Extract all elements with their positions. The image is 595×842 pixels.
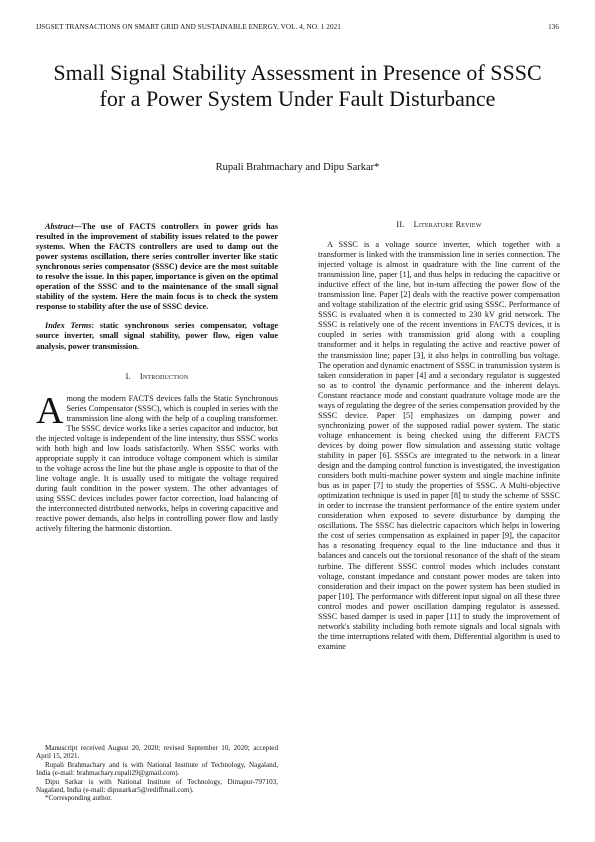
right-column [318, 220, 560, 652]
paper-title: Small Signal Stability Assessment in Presence of SSSC for a Power System Under Fault Disturbance [53, 60, 542, 111]
literature-review-heading [318, 220, 560, 230]
page-number: 136 [548, 23, 559, 31]
abstract [36, 222, 278, 312]
introduction-heading [36, 372, 278, 382]
footnotes [36, 744, 278, 803]
footnote-received: Manuscript received August 20, 2020; revised September 10, 2020; accepted April 15, 2021. [36, 744, 278, 761]
introduction-title: Introduction [139, 371, 189, 381]
literature-review-numeral: II. [396, 220, 405, 229]
abstract-label: Abstract [45, 222, 74, 231]
footnote-author-2: Dipu Sarkar is with National Institute of Technology, Dimapur-797103, Nagaland, India (e-mail: dipusarkar5@rediffmail.com). [36, 777, 278, 795]
journal-name: IJSGSET TRANSACTIONS ON SMART GRID AND SUSTAINABLE ENERGY, VOL. 4, NO. 1 2021 [36, 23, 341, 31]
drop-cap: A [36, 389, 64, 432]
index-terms [36, 321, 278, 351]
literature-review-paragraph: A SSSC is a voltage source inverter, which together with a transformer is linked with the transmission line in series connection. The injected voltage is almost in quadrature with the line current of the transmission line, paper [1], and thus helps in reducing the capacitive or inductive effect of the line, but in-turn affecting the power flow of the transmission line. Paper [2] deals with the reactive power compensation and voltage stabilization of the electric grid using SSSC. Performance of SSSC is evaluated when it is connected to 230 kV grid network. The SSSC is relatively one of the recent inventions in FACTS devices, it is coupled in series with transmission grid along with a coupling transformer and it helps in regulating the active and reactive power of the transmission line; paper [3], it also helps in controlling bus voltage. The operation and dynamic enactment of SSSC in transmission system is taken consideration in paper [4] and a secondary regulator is suggested so as to control the dynamic performance and the inherent delays. Constant reactance mode and constant quadrature voltage mode are the ways of regulating the degree of the series compensation provided by the SSSC device. Paper [5] emphasizes on damping power and synchronizing power of the supposed radial power system. The static voltage enhancement is being checked using the different FACTS devices by doing power flow simulation and assessing static voltage stability in paper [6]. SSSCs are integrated to the network in a linear design and the damping control function is investigated, the investigation considers both multi-machine power system and single machine infinite bus as in paper [7] to study the properties of SSSC. A Multi-objective optimization technique is used in paper [8] to study the scheme of SSSC in order to increase the transient performance of the entire system under consideration when exposed to severe disturbance by damping the oscillations. The SSSC has dielectric capacitors which helps in lowering the cost of series compensation as explained in paper [9], the capacitor has a resonating frequency equal to the line inductance and thus it balances and cancels out the torsional resonance of the shaft of the steam turbine. The different SSSC control modes which includes constant voltage, constant impedance and constant power modes are taken into consideration and their impact on the power system has been studied in paper [10]. The performance with different input signal on all these three control modes and power oscillation damping regulator is assessed. SSSC based damper is used in paper [11] to study the improvement of network's stability including both remote signals and local signals with the time interruptions related with them. Differential algorithm is used to examine [318, 240, 560, 651]
abstract-text: —The use of FACTS controllers in power grids has resulted in the improvement of stability issues related to the power systems. When the FACTS controllers are used to damp out the power systems oscillation, there series controller inverter like static synchronous series compensator (SSSC) device are the most suitable to resolve the issue. In this paper, importance is given on the optimal operation of the SSSC and to the maintenance of the small signal stability of the system. Here the main focus is to check the system response to stability after the use of SSSC device. [36, 222, 278, 312]
left-column [36, 222, 278, 534]
introduction-paragraph [36, 389, 278, 535]
running-header [36, 21, 559, 33]
introduction-text: mong the modern FACTS devices falls the Static Synchronous Series Compensator (SSSC), which is coupled in series with the transmission line along with the help of a coupling transformer. The SSSC device works like a series capacitor and inductor, but the injected voltage is independent of the line intensity, thus SSSC works with both high and low loads satisfactorily. When SSSC works with appropriate supply it can introduce voltage component which is similar to the voltage across the line but the phase angle is opposite to that of the line voltage angle. It is usually used to mitigate the voltage required during fault condition in the power system. The other advantages of using SSSC devices includes power factor correction, load balancing of the interconnected distributed networks, helps in covering capacitive and reactive power demands, also helps in controlling power flow and lastly actively filtering the harmonic distortion. [36, 393, 278, 534]
literature-review-title: Literature Review [413, 220, 482, 229]
index-terms-label: Index Terms [45, 321, 92, 331]
introduction-numeral: I. [125, 371, 131, 381]
footnote-corresponding: *Corresponding author. [45, 794, 112, 803]
author-line: Rupali Brahmachary and Dipu Sarkar* [215, 162, 380, 173]
footnote-author-1: Rupali Brahmachary and is with National Institute of Technology, Nagaland, India (e-mail: brahmachary.rupali29@gmail.com). [36, 760, 278, 778]
index-terms-text: : static synchronous series compensator, voltage source inverter, small signal stability, power flow, eigen value analysis, power transmission. [36, 321, 278, 351]
